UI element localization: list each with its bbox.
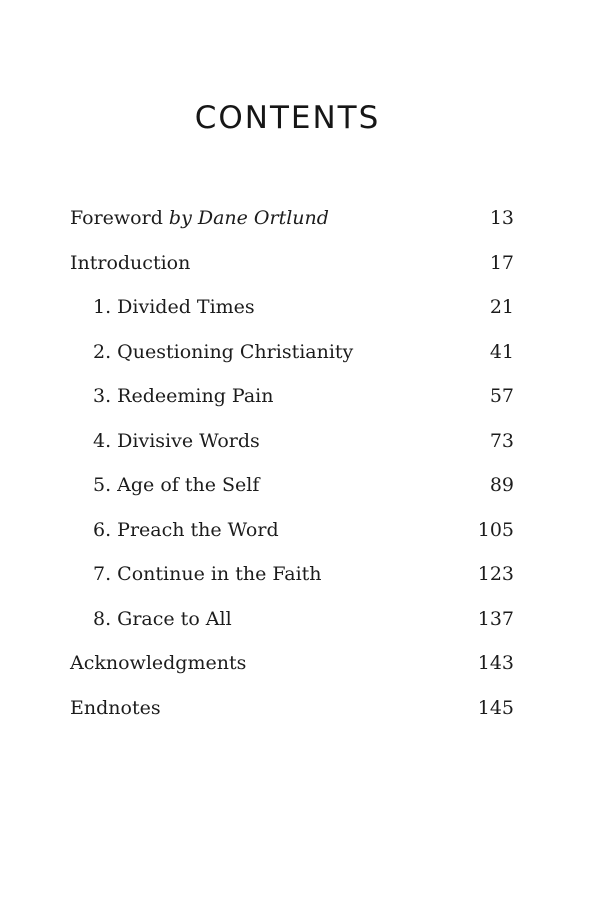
toc-entry-chapter-6 bbox=[70, 508, 514, 553]
toc-entry-label: 6. Preach the Word bbox=[93, 518, 279, 541]
foreword-label: Foreword bbox=[70, 207, 163, 229]
toc-entry-chapter-7 bbox=[70, 552, 514, 597]
toc-entry-label: Acknowledgments bbox=[70, 652, 247, 674]
toc-page-number: 17 bbox=[489, 251, 514, 274]
toc-page-number: 13 bbox=[489, 207, 514, 229]
toc-entry-label: 2. Questioning Christianity bbox=[93, 340, 354, 363]
toc-page-number: 145 bbox=[477, 696, 514, 719]
toc-entry-chapter-4 bbox=[70, 419, 514, 464]
toc-entry-label: 4. Divisive Words bbox=[93, 429, 260, 452]
toc-entry-label: Introduction bbox=[70, 251, 191, 274]
toc-entry-foreword bbox=[70, 196, 514, 241]
toc-entry-label: 5. Age of the Self bbox=[93, 474, 260, 496]
toc-page-number: 123 bbox=[477, 563, 514, 585]
toc-entry-label: 1. Divided Times bbox=[93, 296, 255, 318]
toc-entry-introduction bbox=[70, 241, 514, 286]
toc-page-number: 143 bbox=[477, 652, 514, 674]
toc-page-number: 73 bbox=[489, 429, 514, 452]
toc-entry-label bbox=[70, 196, 329, 240]
toc-entry-chapter-5 bbox=[70, 463, 514, 508]
toc-page-number: 105 bbox=[477, 518, 514, 541]
toc-page-number: 21 bbox=[489, 296, 514, 318]
toc-page-number: 89 bbox=[489, 474, 514, 496]
toc-page-number: 41 bbox=[489, 340, 514, 363]
foreword-author: by Dane Ortlund bbox=[168, 207, 329, 229]
toc-entry-label: 8. Grace to All bbox=[93, 607, 232, 630]
toc-entry-label: Endnotes bbox=[70, 696, 161, 719]
toc-entry-chapter-2 bbox=[70, 330, 514, 375]
toc-entry-label: 7. Continue in the Faith bbox=[93, 563, 322, 585]
toc-entry-acknowledgments bbox=[70, 641, 514, 686]
page-title: CONTENTS bbox=[194, 100, 381, 136]
toc-entry-label: 3. Redeeming Pain bbox=[93, 385, 274, 407]
toc-page-number: 137 bbox=[477, 607, 514, 630]
table-of-contents bbox=[70, 196, 514, 730]
toc-page-number: 57 bbox=[489, 385, 514, 407]
toc-entry-chapter-1 bbox=[70, 285, 514, 330]
toc-entry-chapter-3 bbox=[70, 374, 514, 419]
toc-entry-chapter-8 bbox=[70, 597, 514, 642]
toc-entry-endnotes bbox=[70, 686, 514, 731]
